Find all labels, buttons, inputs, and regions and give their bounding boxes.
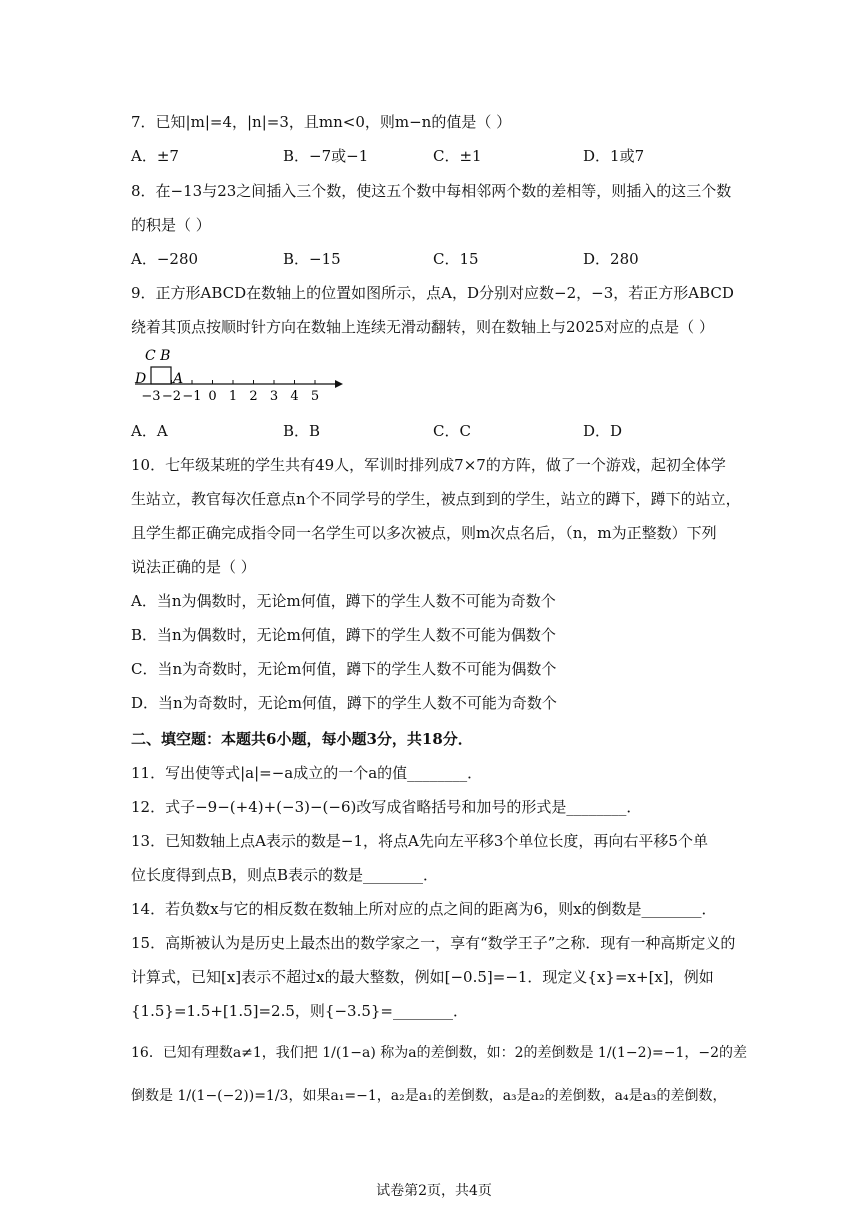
q7-option-c: C．±1: [433, 147, 482, 165]
label-a: A: [173, 371, 184, 387]
q15-stem-line3: {1.5}=1.5+[1.5]=2.5，则{−3.5}=________．: [131, 1002, 468, 1020]
q7-stem: 7．已知|m|=4，|n|=3，且mn<0，则m−n的值是（ ）: [131, 113, 512, 131]
axis-tick-label: 4: [290, 389, 299, 404]
q8-options: [131, 249, 751, 269]
label-d: D: [135, 371, 147, 387]
q10-option-d: D．当n为奇数时，无论m何值，蹲下的学生人数不可能为奇数个: [131, 694, 557, 712]
square-abcd: [151, 367, 171, 384]
q13-stem-line2: 位长度得到点B，则点B表示的数是________．: [131, 866, 439, 884]
q8-stem-line1: 8．在−13与23之间插入三个数，使这五个数中每相邻两个数的差相等，则插入的这三个数: [131, 182, 732, 200]
q10-stem-line2: 生站立，教官每次任意点n个不同学号的学生，被点到到的学生，站立的蹲下，蹲下的站立，: [131, 490, 741, 508]
axis-tick-label: 3: [269, 389, 279, 404]
axis-tick-label: −1: [182, 389, 202, 404]
q16-stem-line2: 倒数是 1/(1−(−2))=1/3，如果a₁=−1，a₂是a₁的差倒数，a₃是a₂的差倒数，a₄是a₃的差倒数，: [131, 1088, 727, 1104]
q10-option-c: C．当n为奇数时，无论m何值，蹲下的学生人数不可能为偶数个: [131, 660, 557, 678]
q14-stem: 14．若负数x与它的相反数在数轴上所对应的点之间的距离为6，则x的倒数是________．: [131, 900, 717, 918]
q10-option-b: B．当n为偶数时，无论m何值，蹲下的学生人数不可能为偶数个: [131, 626, 556, 644]
page-footer: 试卷第2页，共4页: [376, 1183, 492, 1199]
q9-number-line-figure: [131, 345, 351, 409]
q9-option-b: B．B: [283, 422, 321, 440]
q11-stem: 11．写出使等式|a|=−a成立的一个a的值________．: [131, 764, 483, 782]
q13-stem-line1: 13．已知数轴上点A表示的数是−1，将点A先向左平移3个单位长度，再向右平移5个单: [131, 832, 708, 850]
q7-option-d: D．1或7: [583, 147, 645, 165]
q7-options: [131, 146, 751, 166]
axis-tick-label: 0: [208, 389, 217, 404]
axis-tick-label: −3: [141, 389, 161, 404]
q9-option-d: D．D: [583, 422, 623, 440]
q10-option-a: A．当n为偶数时，无论m何值，蹲下的学生人数不可能为奇数个: [131, 592, 556, 610]
number-line-svg: [131, 345, 351, 405]
q16-stem-line1: 16．已知有理数a≠1，我们把 1/(1−a) 称为a的差倒数，如：2的差倒数是 1/(1−2)=−1，−2的差: [131, 1045, 748, 1061]
q8-stem-line2: 的积是（ ）: [131, 216, 211, 234]
q9-stem-line1: 9．正方形ABCD在数轴上的位置如图所示，点A，D分别对应数−2，−3，若正方形ABCD: [131, 284, 734, 302]
q8-option-a: A．−280: [131, 250, 199, 268]
label-c-b: C B: [145, 348, 171, 364]
q7-option-b: B．−7或−1: [283, 147, 369, 165]
q8-option-d: D．280: [583, 250, 639, 268]
q8-option-c: C．15: [433, 250, 479, 268]
q9-stem-line2: 绕着其顶点按顺时针方向在数轴上连续无滑动翻转，则在数轴上与2025对应的点是（ ）: [131, 318, 714, 336]
q9-option-a: A．A: [131, 422, 168, 440]
q10-stem-line1: 10．七年级某班的学生共有49人，军训时排列成7×7的方阵，做了一个游戏，起初全体学: [131, 456, 726, 474]
q12-stem: 12．式子−9−(+4)+(−3)−(−6)改写成省略括号和加号的形式是________．: [131, 798, 642, 816]
axis-tick-label: 2: [249, 389, 258, 404]
q15-stem-line1: 15．高斯被认为是历史上最杰出的数学家之一，享有“数学王子”之称．现有一种高斯定义的: [131, 934, 736, 952]
q9-options: [131, 421, 751, 441]
axis-tick-label: 1: [228, 389, 238, 404]
q15-stem-line2: 计算式，已知[x]表示不超过x的最大整数，例如[−0.5]=−1．现定义{x}=x+[x]，例如: [131, 968, 714, 986]
q7-option-a: A．±7: [131, 147, 179, 165]
q8-option-b: B．−15: [283, 250, 341, 268]
axis-tick-label: 5: [310, 389, 320, 404]
section-fill-in-heading: 二、填空题：本题共6小题，每小题3分，共18分．: [131, 730, 473, 748]
axis-arrow: [335, 380, 343, 388]
q9-option-c: C．C: [433, 422, 471, 440]
axis-tick-label: −2: [161, 389, 182, 404]
q10-stem-line3: 且学生都正确完成指令同一名学生可以多次被点，则m次点名后，（n，m为正整数）下列: [131, 524, 717, 542]
q10-stem-line4: 说法正确的是（ ）: [131, 558, 256, 576]
